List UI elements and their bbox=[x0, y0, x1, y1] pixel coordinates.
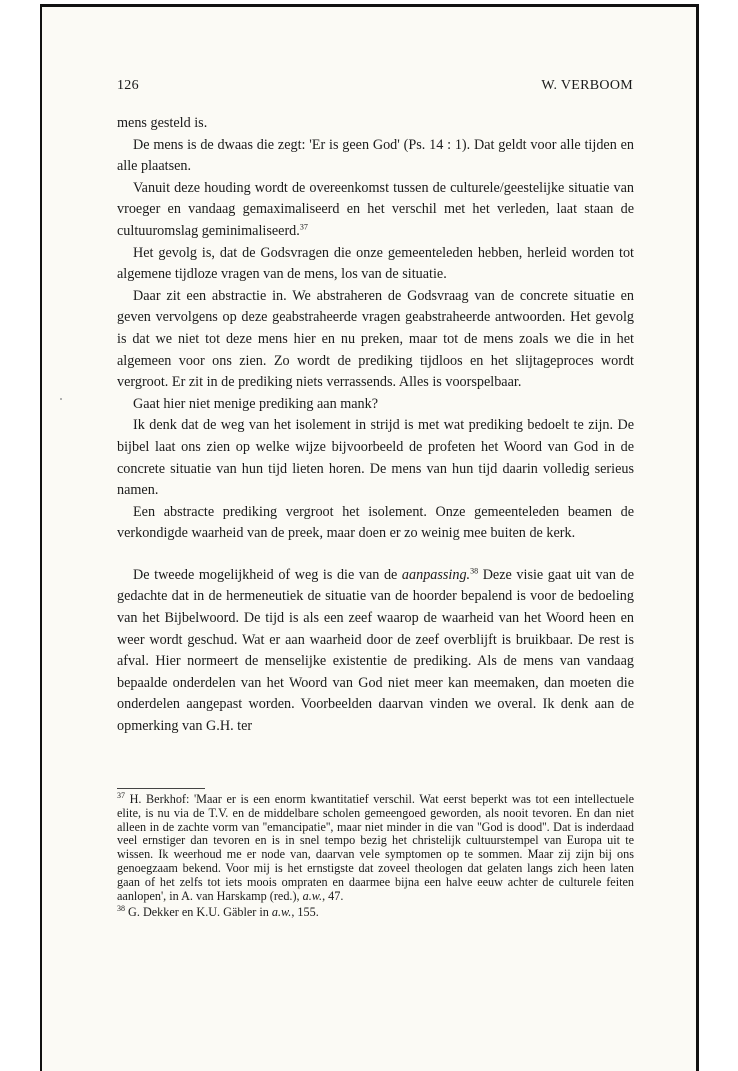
body-text bbox=[117, 113, 634, 738]
paragraph: Het gevolg is, dat de Godsvragen die onze gemeenteleden hebben, herleid worden tot algemene tijdloze vragen van de mens, los van de situatie. bbox=[117, 244, 634, 283]
footnote-38: $^{38}$ G. Dekker en K.U. Gäbler in a.w., 155. bbox=[117, 904, 319, 920]
paragraph: Vanuit deze houding wordt de overeenkomst tussen de culturele/geestelijke situatie van vroeger en vandaag gemaximaliseerd en het verschil met het verleden, laat staan de cultuuromslag geminimaliseerd.$^{37}$ bbox=[117, 179, 634, 239]
paragraph: De mens is de dwaas die zegt: 'Er is geen God' (Ps. 14 : 1). Dat geldt voor alle tijden en alle plaatsen. bbox=[117, 136, 634, 175]
paragraph: Gaat hier niet menige prediking aan mank? bbox=[133, 395, 379, 412]
scan-speck bbox=[60, 398, 62, 400]
paragraph: Een abstracte prediking vergroot het isolement. Onze gemeenteleden beamen de verkondigde waarheid van de preek, maar doen er zo weinig mee buiten de kerk. bbox=[117, 503, 634, 542]
paragraph: De tweede mogelijkheid of weg is die van de aanpassing.$^{38}$ Deze visie gaat uit van de gedachte dat in de hermeneutiek de situatie van de hoorder bepalend is voor de bedoeling van het Bijbelwoord. De tijd is als een zeef waarop de waarheid van het Woord heen en weer wordt geschud. Wat er aan waarheid door de zeef overblijft is bruikbaar. De rest is afval. Hier normeert de menselijke existentie de prediking. Als de mens van vandaag bepaalde onderdelen van het Woord van God niet meer kan meemaken, dan moeten die onderdelen aangepast worden. Voorbeelden daarvan vinden we overal. Ik denk aan de opmerking van G.H. ter bbox=[117, 566, 634, 735]
page-number: 126 bbox=[117, 78, 139, 93]
footnote-number: 38 bbox=[117, 904, 125, 914]
footnotes bbox=[117, 790, 634, 923]
emphasis: aanpassing. bbox=[401, 566, 471, 583]
paragraph: mens gesteld is. bbox=[117, 115, 208, 131]
footnote-ref[interactable]: 37 bbox=[299, 222, 308, 232]
section-gap bbox=[117, 545, 634, 565]
footnote-number: 37 bbox=[117, 790, 125, 800]
running-header bbox=[117, 78, 633, 94]
footnote-divider bbox=[117, 788, 205, 789]
footnote-37: $^{37}$ H. Berkhof: 'Maar er is een enorm kwantitatief verschil. Wat eerst beperkt was tot een intellectuele elite, is nu via de T.V. en de middelbare scholen gemeengoed geworden, als nooit tevoren. En dan niet alleen in de zachte vorm van ''emancipatie'', maar niet minder in die van ''God is dood''. Dat is inderdaad veel ernstiger dan tevoren en is in snel tempo bezig het christelijk cultuurstempel van Europa uit te wissen. Ik weerhoud me er node van, daarvan vele symptomen op te sommen. Maar zij zijn bij ons genoegzaam bekend. Voor mij is het ernstigste dat zoveel theologen dat gelaten langs zich heen laten gaan of het zelfs tot iets moois ompraten en daarmee bijna een halve eeuw achter de culturele feiten aanlopen', in A. van Harskamp (red.), a.w., 47. bbox=[117, 790, 634, 903]
paragraph: Daar zit een abstractie in. We abstraheren de Godsvraag van de concrete situatie en geven vervolgens op deze geabstraheerde vragen geabstraheerde antwoorden. Het gevolg is dat we niet tot deze mens hier en nu preken, maar tot de mens zoals we die in het algemeen voor ons zien. Zo wordt de prediking tijdloos en het slijtageproces wordt vergroot. Er zit in de prediking niets verrassends. Alles is voorspelbaar. bbox=[117, 287, 634, 391]
running-author: W. VERBOOM bbox=[541, 78, 633, 93]
paragraph: Ik denk dat de weg van het isolement in strijd is met wat prediking bedoelt te zijn. De bijbel laat ons zien op welke wijze bijvoorbeeld de profeten het Woord van God in de concrete situatie van hun tijd lieten horen. De mens van hun tijd daarin volledig serieus namen. bbox=[117, 417, 634, 499]
footnote-ref[interactable]: 38 bbox=[470, 566, 479, 576]
